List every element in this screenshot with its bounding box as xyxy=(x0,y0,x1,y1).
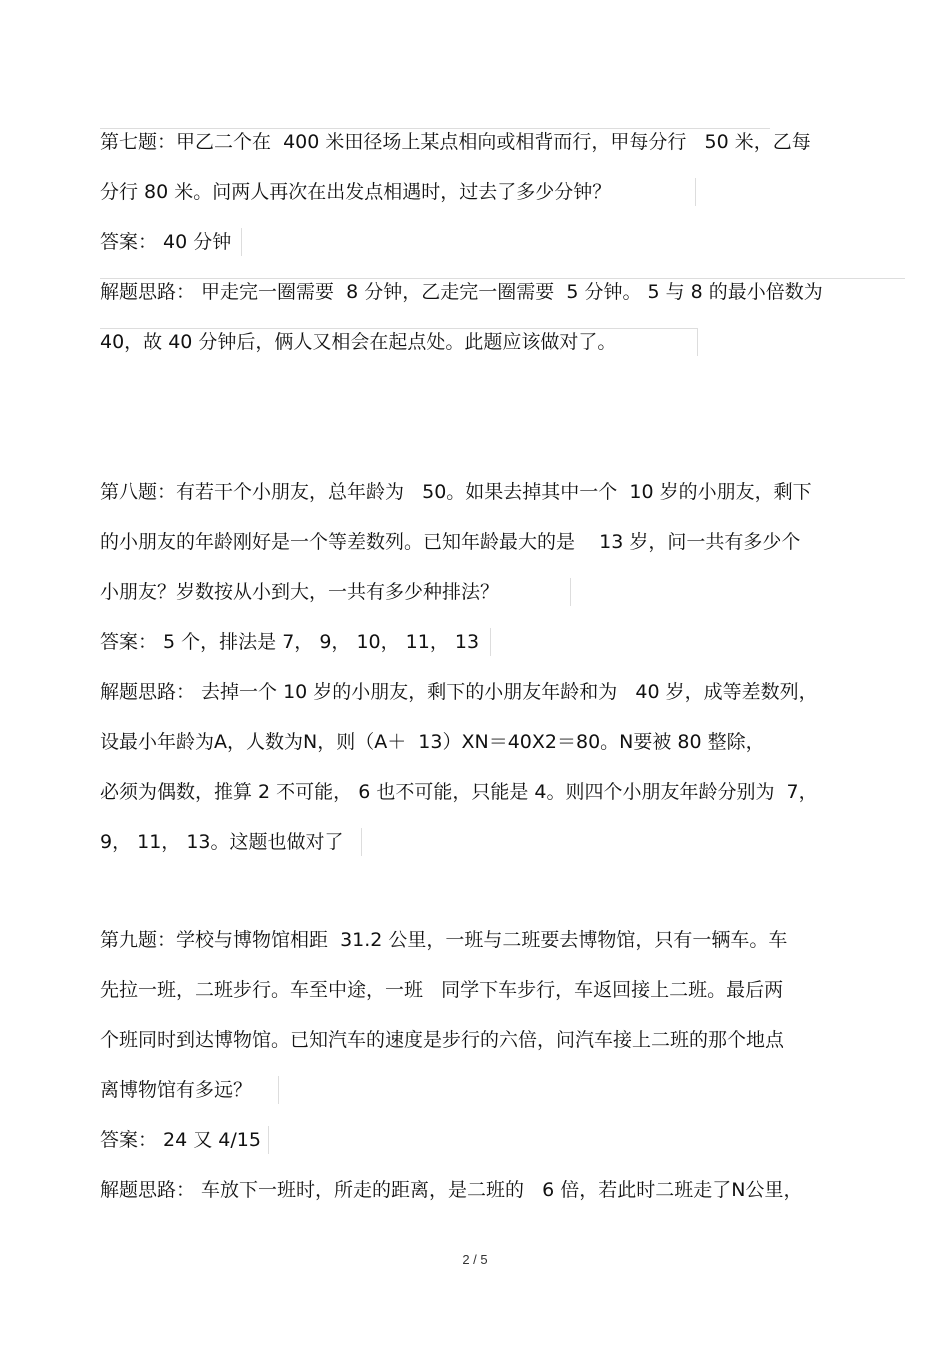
page-number: 2 / 5 xyxy=(462,1252,488,1267)
guide-line xyxy=(490,628,491,656)
q7-line-2: 分行 80 米。问两人再次在出发点相遇时，过去了多少分钟？ xyxy=(100,181,612,203)
q8-line-3: 小朋友？岁数按从小到大，一共有多少种排法？ xyxy=(100,581,500,603)
q7-solution-line-1: 解题思路： 甲走完一圈需要 8 分钟，乙走完一圈需要 5 分钟。 5 与 8 的最小倍数为 xyxy=(100,281,823,303)
q9-solution-line-1: 解题思路： 车放下一班时，所走的距离，是二班的 6 倍，若此时二班走了N公里， xyxy=(100,1179,803,1201)
q7-line-1: 第七题：甲乙二个在 400 米田径场上某点相向或相背而行，甲每分行 50 米，乙每 xyxy=(100,131,811,153)
q9-answer: 答案： 24 又 4/15 xyxy=(100,1129,261,1151)
guide-line xyxy=(268,1126,269,1154)
guide-line xyxy=(278,1076,279,1104)
q8-line-1: 第八题：有若干个小朋友，总年龄为 50。如果去掉其中一个 10 岁的小朋友，剩下 xyxy=(100,481,812,503)
q8-solution-line-3: 必须为偶数，推算 2 不可能， 6 也不可能，只能是 4。则四个小朋友年龄分别为 7， xyxy=(100,781,818,803)
q8-solution-line-1: 解题思路： 去掉一个 10 岁的小朋友，剩下的小朋友年龄和为 40 岁，成等差数列， xyxy=(100,681,818,703)
guide-line xyxy=(570,578,571,606)
q9-line-2: 先拉一班，二班步行。车至中途，一班 同学下车步行，车返回接上二班。最后两 xyxy=(100,979,784,1001)
q9-line-4: 离博物馆有多远？ xyxy=(100,1079,253,1101)
q8-solution-line-2: 设最小年龄为A，人数为N，则（A＋ 13）XN＝40X2＝80。N要被 80 整除， xyxy=(100,731,765,753)
guide-line xyxy=(695,178,696,206)
guide-line xyxy=(241,228,242,256)
q7-answer: 答案： 40 分钟 xyxy=(100,231,232,253)
q8-line-2: 的小朋友的年龄刚好是一个等差数列。已知年龄最大的是 13 岁，问一共有多少个 xyxy=(100,531,801,553)
q9-line-1: 第九题：学校与博物馆相距 31.2 公里，一班与二班要去博物馆，只有一辆车。车 xyxy=(100,929,788,951)
q9-line-3: 个班同时到达博物馆。已知汽车的速度是步行的六倍，问汽车接上二班的那个地点 xyxy=(100,1029,785,1051)
q8-answer: 答案： 5 个，排法是 7， 9， 10， 11， 13 xyxy=(100,631,480,653)
guide-line xyxy=(697,328,698,356)
q8-solution-line-4: 9， 11， 13。这题也做对了 xyxy=(100,831,344,853)
q7-solution-line-2: 40，故 40 分钟后，俩人又相会在起点处。此题应该做对了。 xyxy=(100,331,617,353)
guide-line xyxy=(361,828,362,856)
